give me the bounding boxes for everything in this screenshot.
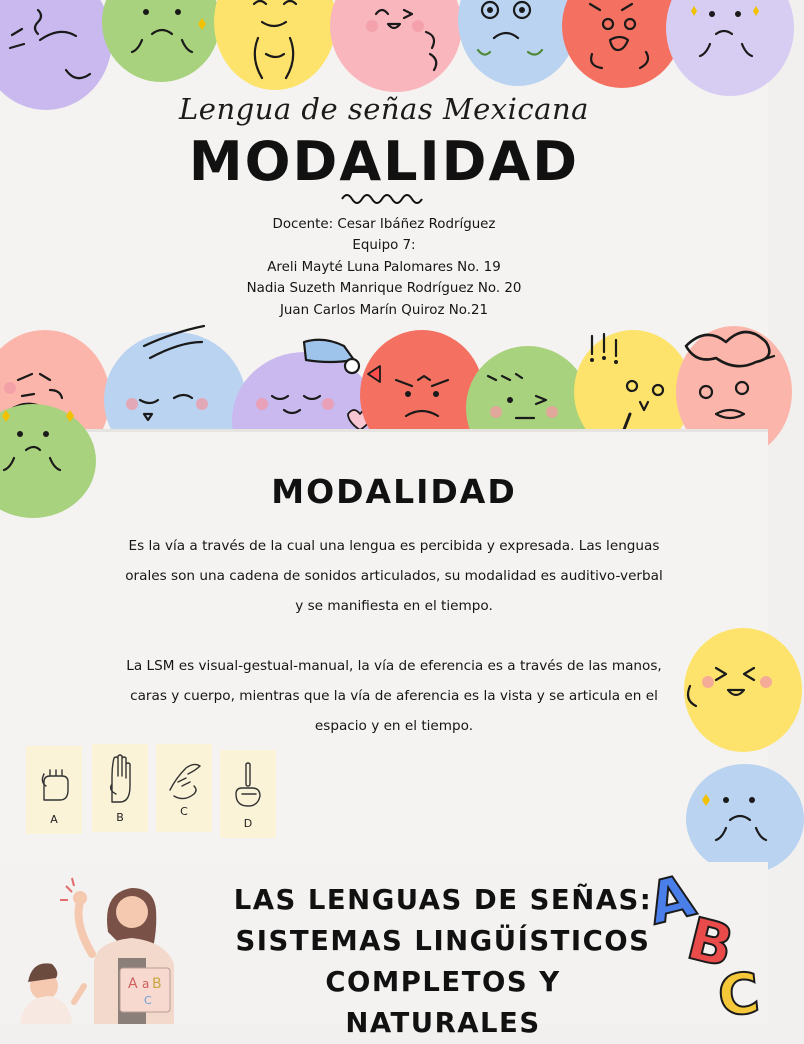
svg-text:A: A <box>128 976 138 992</box>
yellow-face-icon <box>684 628 802 752</box>
credits <box>0 214 768 321</box>
teacher-student-illustration <box>20 872 220 1024</box>
sign-letter: A <box>50 813 58 826</box>
svg-text:B: B <box>680 904 741 981</box>
abc-letters-icon <box>641 861 768 1030</box>
member-line: Juan Carlos Marín Quiroz No.21 <box>279 302 489 318</box>
next-page-preview <box>0 861 768 1039</box>
cover-page <box>0 0 768 430</box>
next-heading <box>230 880 656 1044</box>
blue-face-icon <box>458 0 578 86</box>
svg-text:C: C <box>144 994 152 1007</box>
svg-text:a: a <box>142 977 150 991</box>
paragraph-oral-languages: Es la vía a través de la cual una lengua es percibida y expresada. Las lenguas orales son una cadena de sonidos articulados, su modalidad es auditivo-verbal y se manifiesta en el tiempo. <box>125 538 663 614</box>
heading-line: LAS LENGUAS DE SEÑAS: <box>233 884 653 916</box>
cover-title: MODALIDAD <box>188 130 580 193</box>
yellow-face-icon <box>214 0 336 90</box>
sign-card-b <box>92 744 148 832</box>
sign-letter: D <box>243 817 253 830</box>
member-line: Nadia Suzeth Manrique Rodríguez No. 20 <box>246 281 522 297</box>
paragraph-lsm: La LSM es visual-gestual-manual, la vía de eferencia es a través de las manos, caras y cuerpo, mientras que la vía de aferencia es la vista y se articula en el espacio y en el tiempo. <box>126 658 662 734</box>
hand-sign-d-icon <box>228 760 268 812</box>
content-page <box>0 432 768 862</box>
hand-sign-b-icon <box>100 754 140 806</box>
section-title: MODALIDAD <box>271 472 517 511</box>
squiggle-underline-icon <box>340 190 430 204</box>
hand-sign-a-icon <box>34 756 74 808</box>
hand-sign-c-icon <box>164 754 204 806</box>
sign-card-d <box>220 750 276 838</box>
team-line: Equipo 7: <box>352 238 416 254</box>
heading-line: SISTEMAS LINGÜÍSTICOS <box>235 925 651 957</box>
svg-text:A: A <box>641 861 702 938</box>
sign-letter: C <box>180 805 188 818</box>
cover-subtitle: Lengua de señas Mexicana <box>179 92 589 126</box>
heading-line: COMPLETOS Y NATURALES <box>325 966 561 1039</box>
sign-card-c <box>156 744 212 832</box>
sign-letter: B <box>116 811 124 824</box>
green-face-icon <box>102 0 220 82</box>
blue-face-icon <box>686 764 804 874</box>
sign-card-a <box>26 746 82 834</box>
svg-text:C: C <box>714 960 763 1030</box>
member-line: Areli Mayté Luna Palomares No. 19 <box>267 259 501 275</box>
svg-text:B: B <box>152 976 162 992</box>
lilac-face-icon <box>666 0 794 96</box>
red-face-icon <box>562 0 682 88</box>
teacher-line: Docente: Cesar Ibáñez Rodríguez <box>272 217 496 232</box>
pink-face-icon <box>330 0 462 92</box>
